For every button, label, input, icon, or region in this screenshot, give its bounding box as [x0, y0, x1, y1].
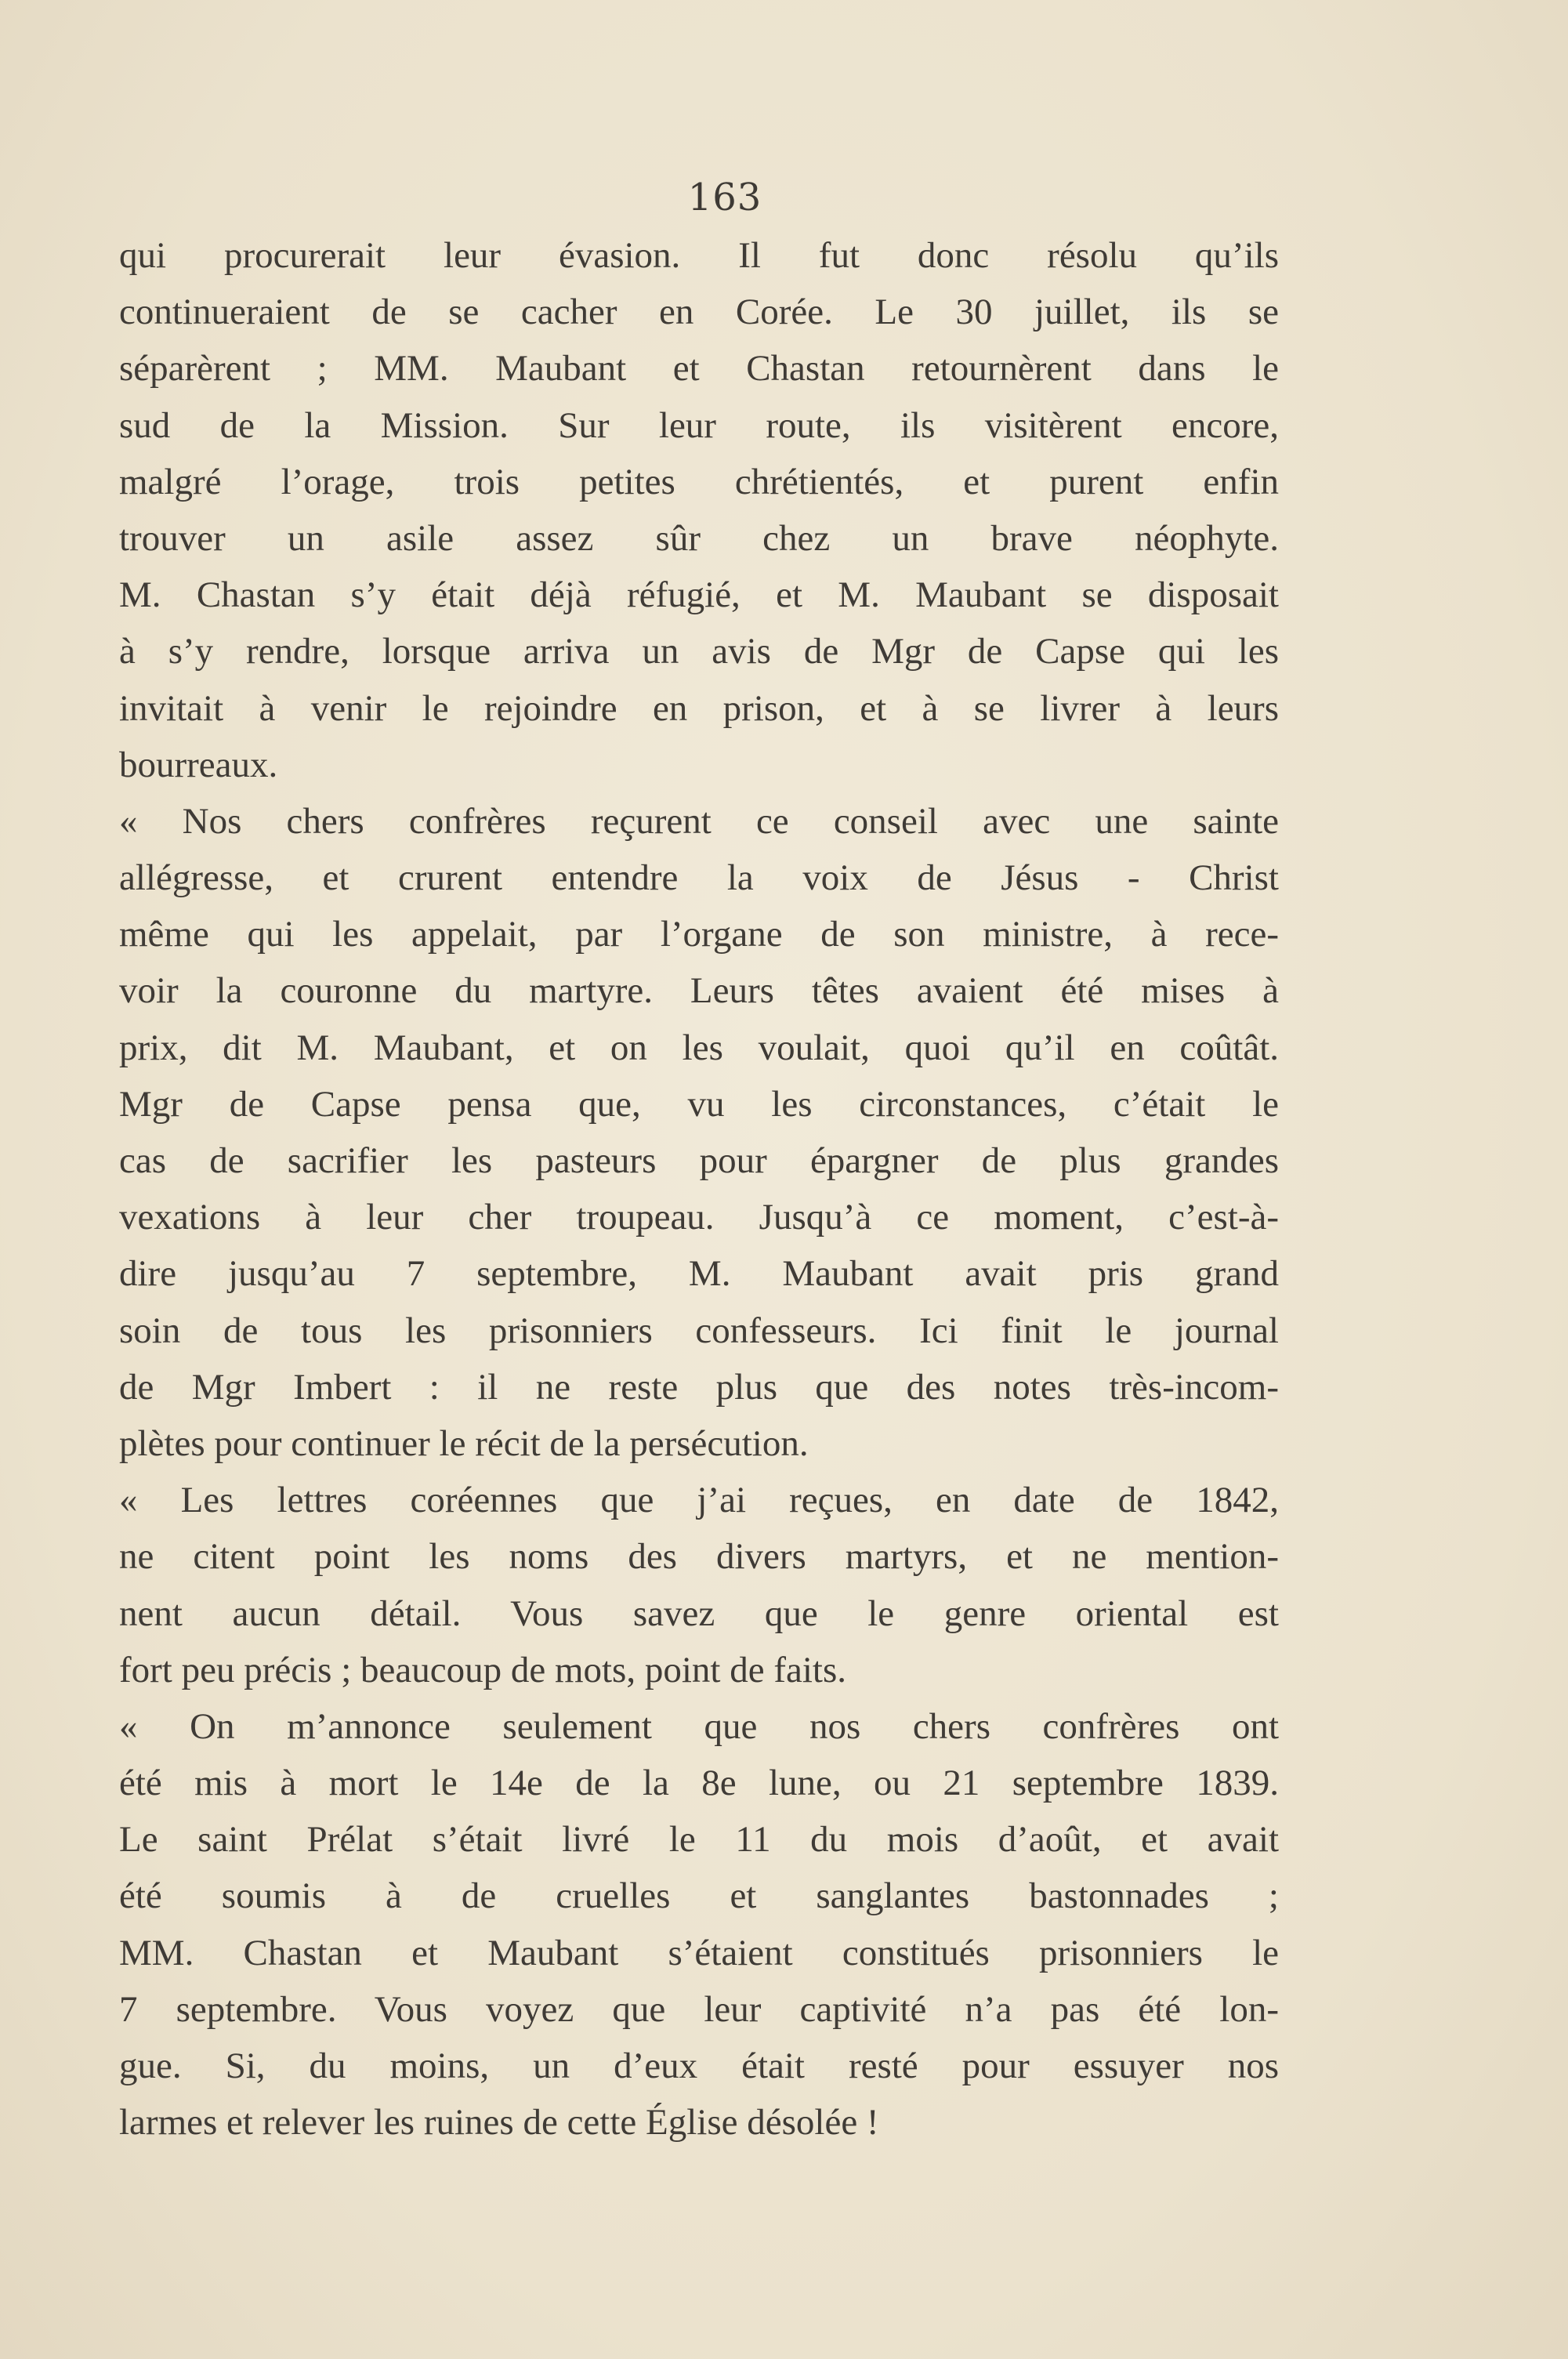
text-line: invitait à venir le rejoindre en prison, et à se livrer à leurs: [119, 687, 1279, 729]
text-line: fort peu précis ; beaucoup de mots, point de faits.: [119, 1649, 846, 1690]
text-line: trouver un asile assez sûr chez un brave néophyte.: [119, 517, 1279, 559]
text-line: nent aucun détail. Vous savez que le genre oriental est: [119, 1593, 1279, 1634]
text-line: MM. Chastan et Maubant s’étaient constitués prisonniers le: [119, 1932, 1279, 1973]
text-line: séparèrent ; MM. Maubant et Chastan retournèrent dans le: [119, 348, 1279, 390]
text-line: 7 septembre. Vous voyez que leur captivité n’a pas été lon-: [119, 1988, 1279, 2030]
text-line: bourreaux.: [119, 744, 278, 785]
text-line: « Les lettres coréennes que j’ai reçues, en date de 1842,: [119, 1480, 1279, 1521]
text-line: été mis à mort le 14e de la 8e lune, ou 21 septembre 1839.: [119, 1763, 1279, 1804]
text-line: continueraient de se cacher en Corée. Le 30 juillet, ils se: [119, 292, 1279, 333]
text-line: gue. Si, du moins, un d’eux était resté pour essuyer nos: [119, 2046, 1279, 2086]
text-line: voir la couronne du martyre. Leurs têtes avaient été mises à: [119, 970, 1279, 1012]
text-line: plètes pour continuer le récit de la persécution.: [119, 1422, 809, 1464]
text-line: prix, dit M. Maubant, et on les voulait, quoi qu’il en coûtât.: [119, 1027, 1279, 1068]
text-line: larmes et relever les ruines de cette Église désolée !: [119, 2102, 879, 2143]
text-line: sud de la Mission. Sur leur route, ils visitèrent encore,: [119, 404, 1279, 446]
text-line: été soumis à de cruelles et sanglantes bastonnades ;: [119, 1875, 1279, 1917]
text-line: M. Chastan s’y était déjà réfugié, et M. Maubant se disposait: [119, 574, 1279, 616]
text-line: dire jusqu’au 7 septembre, M. Maubant avait pris grand: [119, 1253, 1279, 1295]
text-line: « Nos chers confrères reçurent ce conseil avec une sainte: [119, 800, 1279, 842]
text-line: Le saint Prélat s’était livré le 11 du mois d’août, et avait: [119, 1819, 1279, 1861]
text-line: cas de sacrifier les pasteurs pour épargner de plus grandes: [119, 1140, 1279, 1181]
body-text: [119, 227, 1279, 2151]
text-line: vexations à leur cher troupeau. Jusqu’à ce moment, c’est-à-: [119, 1197, 1279, 1238]
text-line: malgré l’orage, trois petites chrétientés, et purent enfin: [119, 461, 1279, 502]
text-line: même qui les appelait, par l’organe de son ministre, à rece-: [119, 914, 1279, 955]
text-line: ne citent point les noms des divers martyrs, et ne mention-: [119, 1536, 1279, 1578]
text-line: de Mgr Imbert : il ne reste plus que des notes très-incom-: [119, 1366, 1279, 1408]
page-number: 163: [687, 176, 762, 219]
text-line: à s’y rendre, lorsque arriva un avis de Mgr de Capse qui les: [119, 631, 1279, 672]
text-line: qui procurerait leur évasion. Il fut donc résolu qu’ils: [119, 235, 1279, 276]
text-line: « On m’annonce seulement que nos chers confrères ont: [119, 1705, 1279, 1747]
text-line: Mgr de Capse pensa que, vu les circonstances, c’était le: [119, 1083, 1279, 1125]
text-line: soin de tous les prisonniers confesseurs. Ici finit le journal: [119, 1310, 1279, 1351]
text-line: allégresse, et crurent entendre la voix de Jésus - Christ: [119, 857, 1279, 899]
